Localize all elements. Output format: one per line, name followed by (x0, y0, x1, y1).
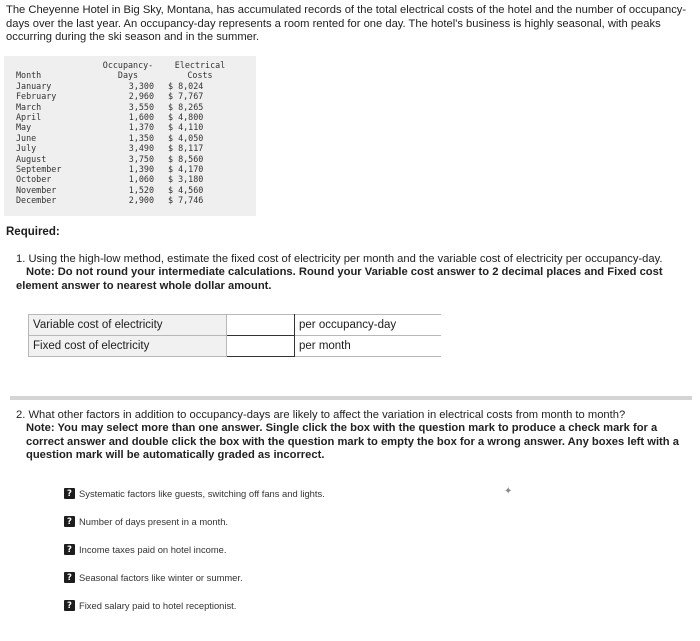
table-row (16, 195, 236, 205)
answer-row-fixed (29, 336, 441, 357)
option-label: Seasonal factors like winter or summer. (79, 572, 243, 583)
table-row (16, 164, 236, 174)
occupancy-days-cell: 3,300 (128, 80, 154, 91)
electrical-cost-cell: $ 4,050 (168, 132, 204, 143)
question-mark-checkbox[interactable]: ? (64, 600, 75, 611)
section-divider (10, 396, 692, 400)
fixed-cost-input[interactable] (227, 337, 294, 356)
month-cell: April (16, 112, 42, 123)
electrical-cost-cell: $ 4,170 (168, 164, 204, 175)
month-cell: August (16, 153, 47, 164)
occupancy-days-cell: 1,520 (128, 184, 154, 195)
electrical-cost-cell: $ 3,180 (168, 174, 204, 185)
occupancy-days-cell: 1,350 (128, 132, 154, 143)
fixed-cost-unit: per month (295, 336, 441, 357)
hotel-data-table (16, 60, 236, 206)
table-row (16, 143, 236, 153)
mouse-cursor-icon: ✦ (504, 486, 513, 497)
occupancy-days-cell: 1,600 (128, 112, 154, 123)
header-electrical-bottom: Costs (187, 70, 213, 81)
question-1-text: 1. Using the high-low method, estimate the fixed cost of electricity per month and the variable cost of electricity per occupancy-day. (16, 253, 663, 265)
option-seasonal-factors (64, 572, 243, 583)
month-cell: March (16, 101, 42, 112)
electrical-cost-cell: $ 4,110 (168, 122, 204, 133)
option-label: Fixed salary paid to hotel receptionist. (79, 600, 237, 611)
month-cell: December (16, 195, 57, 206)
month-cell: February (16, 91, 57, 102)
month-cell: October (16, 174, 52, 185)
option-label: Number of days present in a month. (79, 516, 229, 527)
option-days-in-month (64, 516, 228, 527)
table-row (16, 81, 236, 91)
electrical-cost-cell: $ 8,024 (168, 80, 204, 91)
occupancy-days-cell: 1,060 (128, 174, 154, 185)
option-income-taxes (64, 544, 226, 555)
table-row (16, 154, 236, 164)
month-cell: January (16, 80, 52, 91)
option-systematic-factors (64, 488, 325, 499)
question-1-note: Note: Do not round your intermediate calculations. Round your Variable cost answer to 2 decimal places and Fixed cost element answer to nearest whole dollar amount. (16, 266, 663, 292)
question-2-note: Note: You may select more than one answer. Single click the box with the question mark to produce a check mark for a correct answer and double click the box with the question mark to empty the box for a wrong answer. Any boxes left with a question mark will be automatically graded as incorrect. (26, 422, 679, 462)
question-mark-checkbox[interactable]: ? (64, 488, 75, 499)
month-cell: November (16, 184, 57, 195)
question-mark-checkbox[interactable]: ? (64, 516, 75, 527)
header-month: Month (16, 70, 42, 81)
table-row (16, 133, 236, 143)
month-cell: September (16, 164, 62, 175)
electrical-cost-cell: $ 7,746 (168, 195, 204, 206)
table-row (16, 185, 236, 195)
question-mark-checkbox[interactable]: ? (64, 544, 75, 555)
occupancy-days-cell: 3,750 (128, 153, 154, 164)
occupancy-days-cell: 3,490 (128, 143, 154, 154)
month-cell: July (16, 143, 37, 154)
occupancy-days-cell: 1,390 (128, 164, 154, 175)
data-table-panel (4, 56, 256, 216)
variable-cost-input[interactable] (227, 316, 294, 335)
electrical-cost-cell: $ 8,560 (168, 153, 204, 164)
table-row (16, 91, 236, 101)
month-cell: May (16, 122, 32, 133)
occupancy-days-cell: 1,370 (128, 122, 154, 133)
question-1 (16, 253, 686, 293)
required-heading: Required: (6, 226, 60, 238)
header-occupancy-top: Occupancy- (102, 60, 154, 70)
question-mark-checkbox[interactable]: ? (64, 572, 75, 583)
header-electrical-top: Electrical (174, 60, 226, 70)
answer-row-variable (29, 315, 441, 336)
problem-intro: The Cheyenne Hotel in Big Sky, Montana, has accumulated records of the total electrical costs of the hotel and the number of occupancy-days over the last year. An occupancy-day represents a room rented for one day. The hotel's business is highly seasonal, with peaks occurring during the ski season and in the summer. (6, 4, 687, 43)
answer-table (28, 314, 441, 357)
variable-cost-unit: per occupancy-day (295, 315, 441, 336)
electrical-cost-cell: $ 7,767 (168, 91, 204, 102)
option-label: Income taxes paid on hotel income. (79, 544, 227, 555)
electrical-cost-cell: $ 8,117 (168, 143, 204, 154)
occupancy-days-cell: 2,960 (128, 91, 154, 102)
variable-cost-label: Variable cost of electricity (29, 315, 227, 336)
electrical-cost-cell: $ 8,265 (168, 101, 204, 112)
electrical-cost-cell: $ 4,560 (168, 184, 204, 195)
table-row (16, 112, 236, 122)
fixed-cost-label: Fixed cost of electricity (29, 336, 227, 357)
electrical-cost-cell: $ 4,800 (168, 112, 204, 123)
month-cell: June (16, 132, 37, 143)
table-row (16, 174, 236, 184)
option-fixed-salary (64, 600, 236, 611)
table-row (16, 102, 236, 112)
question-2 (16, 409, 688, 463)
table-row (16, 122, 236, 132)
question-2-text: 2. What other factors in addition to occupancy-days are likely to affect the variation in electrical costs from month to month? (16, 409, 626, 421)
occupancy-days-cell: 3,550 (128, 101, 154, 112)
occupancy-days-cell: 2,900 (128, 195, 154, 206)
header-occupancy-bottom: Days (117, 70, 139, 81)
option-label: Systematic factors like guests, switching off fans and lights. (79, 488, 325, 499)
